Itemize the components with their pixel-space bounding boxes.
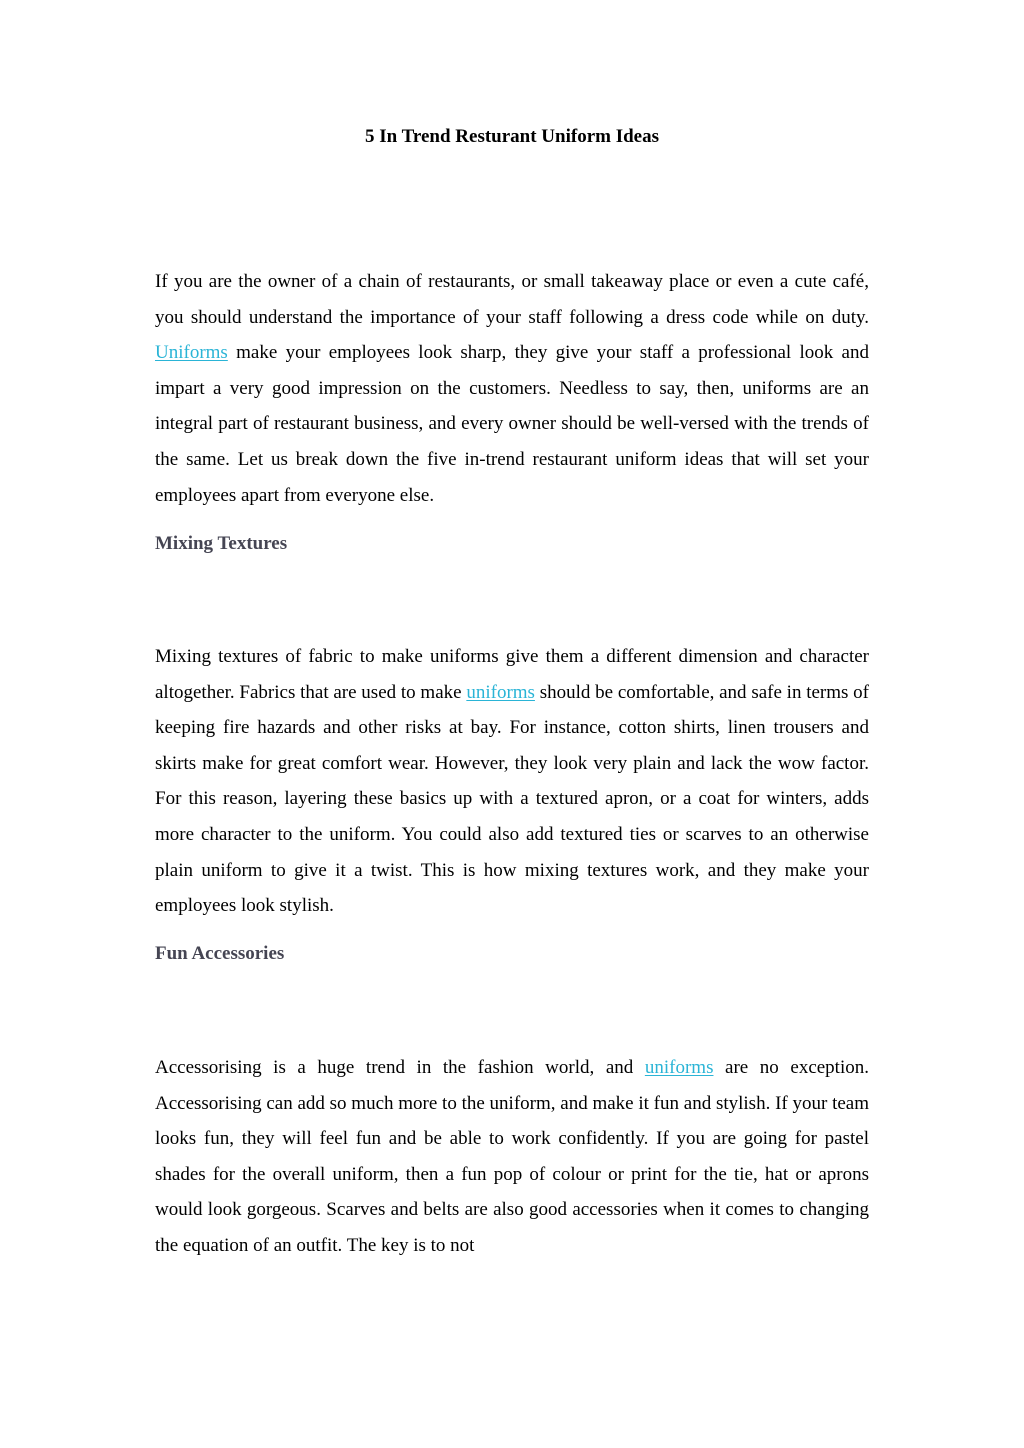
uniforms-link[interactable]: uniforms bbox=[644, 1057, 714, 1078]
intro-paragraph bbox=[155, 264, 869, 513]
section-heading-mixing-textures: Mixing Textures bbox=[155, 533, 288, 554]
mixing-textures-text-after-link: should be comfortable, and safe in terms of keeping fire hazards and other risks at bay. For instance, cotton shirts, linen trousers and skirts make for great comfort wear. However, they look very plain and lack the wow factor. For this reason, layering these basics up with a textured apron, or a coat for winters, adds more character to the uniform. You could also add textured ties or scarves to an otherwise plain uniform to give it a twist. This is how mixing textures work, and they make your employees look stylish. bbox=[155, 681, 869, 917]
fun-accessories-text-after-link: are no exception. Accessorising can add so much more to the uniform, and make it fun and stylish. If your team looks fun, they will feel fun and be able to work confidently. If you are going for pastel shades for the overall uniform, then a fun pop of colour or print for the tie, hat or aprons would look gorgeous. Scarves and belts are also good accessories when it comes to changing the equation of an outfit. The key is to not bbox=[155, 1057, 869, 1256]
intro-text-after-link: make your employees look sharp, they give your staff a professional look and impart a very good impression on the customers. Needless to say, then, uniforms are an integral part of restaurant business, and every owner should be well-versed with the trends of the same. Let us break down the five in-trend restaurant uniform ideas that will set your employees apart from everyone else. bbox=[155, 342, 869, 506]
intro-text-before-link: If you are the owner of a chain of restaurants, or small takeaway place or even a cute café, you should understand the importance of your staff following a dress code while on duty. bbox=[155, 271, 869, 328]
section-heading-fun-accessories: Fun Accessories bbox=[155, 943, 285, 964]
mixing-textures-paragraph bbox=[155, 639, 869, 924]
uniforms-link[interactable]: Uniforms bbox=[155, 342, 228, 364]
fun-accessories-text-before-link: Accessorising is a huge trend in the fashion world, and bbox=[155, 1057, 645, 1078]
fun-accessories-paragraph bbox=[155, 1050, 869, 1264]
document-title: 5 In Trend Resturant Uniform Ideas bbox=[365, 126, 659, 147]
mixing-textures-text-before-link: Mixing textures of fabric to make uniforms give them a different dimension and character altogether. Fabrics that are used to make bbox=[155, 646, 869, 703]
uniforms-link[interactable]: uniforms bbox=[466, 681, 535, 703]
